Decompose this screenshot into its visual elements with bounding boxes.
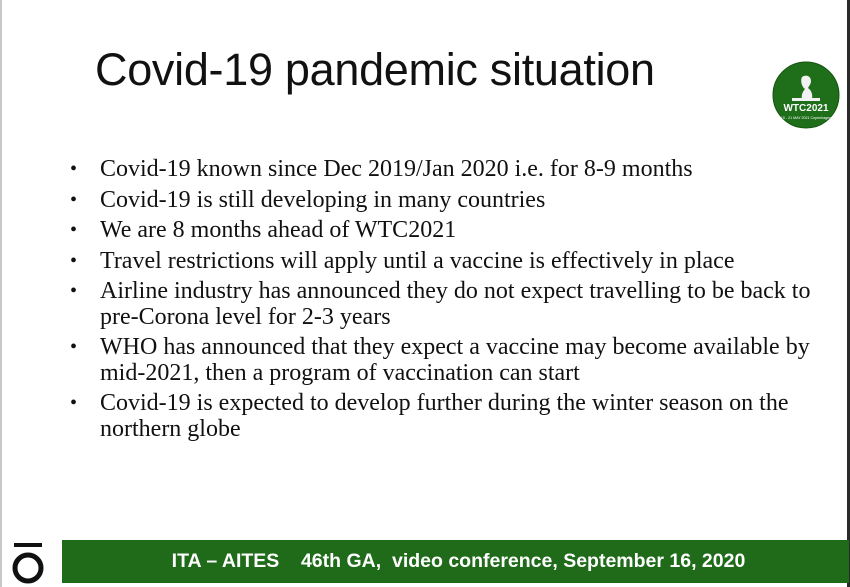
bullet-marker: •: [70, 158, 78, 180]
logo-text: WTC2021: [783, 103, 829, 114]
bullet-item: [64, 335, 824, 386]
bullet-marker: •: [70, 392, 78, 414]
bullet-marker: •: [70, 219, 78, 241]
bullet-text: Airline industry has announced they do not expect travelling to be back to pre-Corona level for 2-3 years: [100, 278, 811, 330]
bullet-item: [64, 279, 824, 330]
bullet-item: [64, 188, 824, 214]
bullet-text: WHO has announced that they expect a vaccine may become available by mid-2021, then a program of vaccination can start: [100, 334, 810, 386]
bullet-item: [64, 391, 824, 442]
slide-title: Covid-19 pandemic situation: [95, 44, 655, 95]
footer-text: ITA – AITES 46th GA, video conference, September 16, 2020: [171, 550, 746, 572]
bullet-text: Covid-19 is expected to develop further during the winter season on the northern globe: [100, 390, 789, 442]
bullet-marker: •: [70, 188, 78, 211]
bullet-text: Travel restrictions will apply until a vaccine is effectively in place: [100, 247, 735, 274]
footer-bar: [62, 540, 849, 583]
ita-aites-logo-icon: [8, 541, 52, 585]
bullet-item: [64, 249, 824, 275]
bullet-list: [64, 157, 824, 447]
wtc2021-logo-icon: [772, 61, 840, 129]
logo-subtext: 15 - 21 MAY 2021 Copenhagen: [780, 116, 832, 120]
bullet-marker: •: [70, 336, 78, 358]
bullet-marker: •: [70, 249, 78, 272]
bullet-item: [64, 218, 824, 244]
bullet-marker: •: [70, 280, 78, 302]
bullet-text: Covid-19 is still developing in many countries: [100, 186, 546, 213]
bullet-text: We are 8 months ahead of WTC2021: [100, 217, 457, 243]
bullet-text: Covid-19 known since Dec 2019/Jan 2020 i.e. for 8-9 months: [100, 156, 693, 182]
bullet-item: [64, 157, 824, 183]
